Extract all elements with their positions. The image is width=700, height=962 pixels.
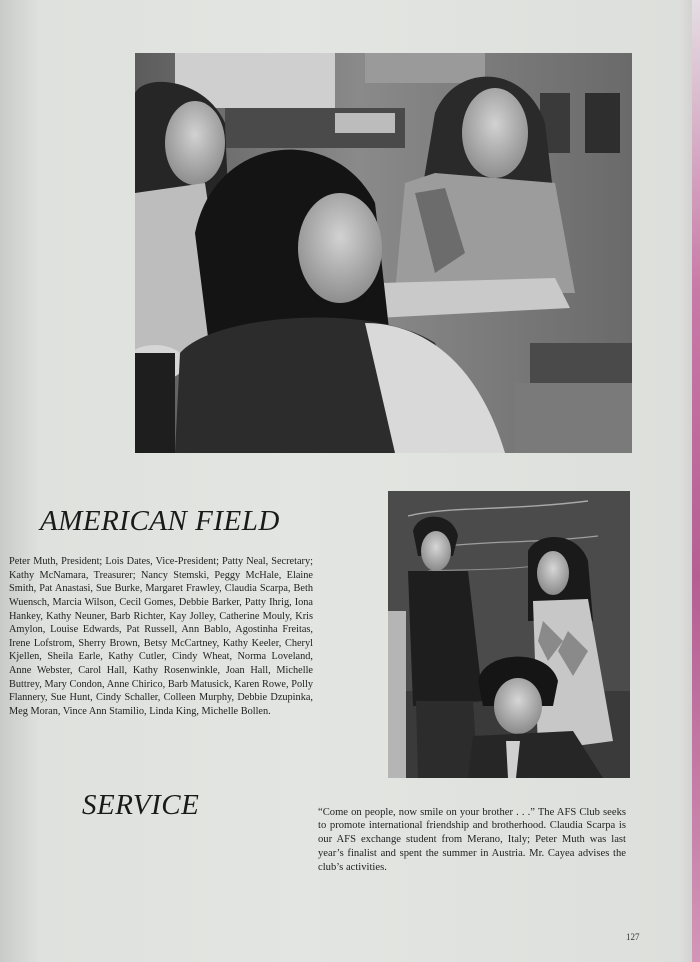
section-title-american-field: AMERICAN FIELD xyxy=(40,505,280,538)
member-list: Peter Muth, President; Lois Dates, Vice-President; Patty Neal, Secretary; Kathy McNamara, Treasurer; Nancy Stemski, Peggy McHale, Elaine Smith, Pat Anastasi, Sue Burke, Margaret Frawley, Claudia Scarpa, Beth Wuensch, Marcia Wilson, Cecil Gomes, Debbie Barker, Patty Ihrig, Iona Hankey, Kathy Neuner, Barb Richter, Kay Jolley, Catherine Mouly, Kris Amylon, Louise Edwards, Pat Russell, Ann Bablo, Agostinha Freitas, Irene Lofstrom, Sherry Brown, Betsy McCartney, Kathy Keeler, Cheryl Kjellen, Sheila Earle, Kathy Cutler, Cindy Wheat, Norma Loveland, Anne Webster, Carol Hall, Kathy Rosenwinkle, Joan Hall, Michelle Buttrey, Mary Condon, Anne Chirico, Barb Matusick, Karen Rowe, Polly Flannery, Sue Hunt, Cindy Schaller, Colleen Murphy, Debbie Dzupinka, Meg Moran, Vince Ann Stamilio, Linda King, Michelle Bollen. xyxy=(9,556,313,717)
top-photo-image xyxy=(135,53,632,453)
page-edge-strip xyxy=(692,0,700,962)
section-title-service: SERVICE xyxy=(82,789,200,822)
photo-caption: “Come on people, now smile on your brother . . .” The AFS Club seeks to promote international friendship and brotherhood. Claudia Scarpa is our AFS exchange student from Merano, Italy; Peter Muth was last year’s finalist and spent the summer in Austria. Mr. Cayea advises the club’s activities. xyxy=(318,806,626,873)
page-number: 127 xyxy=(626,932,640,942)
top-photo-students-at-table xyxy=(135,53,632,453)
right-photo-image xyxy=(388,491,630,778)
right-photo-chalkboard-group xyxy=(388,491,630,778)
